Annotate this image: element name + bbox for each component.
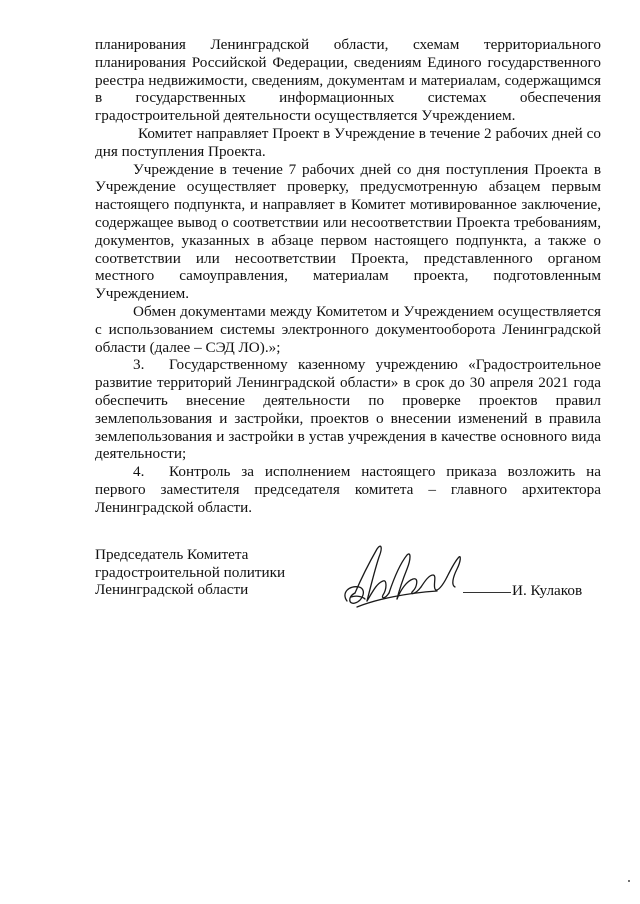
- item-3: [95, 356, 601, 463]
- paragraph-komitet: Комитет направляет Проект в Учреждение в течение 2 рабочих дней со дня поступления Проекта.: [95, 124, 601, 160]
- document-body: [95, 36, 601, 517]
- signatory-title: [95, 546, 325, 599]
- item-4-number: 4.: [133, 463, 145, 481]
- paragraph-continuation: планирования Ленинградской области, схемам территориального планирования Российской Федерации, сведениям Единого государственного реестра недвижимости, сведениям, документам и материалам, содержащимся в государственных информационных системах обеспечения градостроительной деятельности осуществляется Учреждением.: [95, 36, 601, 125]
- item-4-text: Контроль за исполнением настоящего приказа возложить на первого заместителя председателя комитета – главного архитектора Ленинградской области.: [95, 463, 601, 516]
- signatory-title-line-3: Ленинградской области: [95, 581, 249, 599]
- handwritten-signature-icon: [337, 535, 472, 615]
- item-3-number: 3.: [133, 356, 145, 374]
- paragraph-uchrezhdenie: Учреждение в течение 7 рабочих дней со дня поступления Проекта в Учреждение осуществляет проверку, предусмотренную абзацем первым настоящего подпункта, и направляет в Комитет мотивированное заключение, содержащее вывод о соответствии или несоответствии Проекта требованиям, документов, указанных в абзаце первом настоящего подпункта, а также о соответствии или несоответствии Проекта, представленного органом местного самоуправления, материалам проекта, подготовленным Учреждением.: [95, 160, 601, 303]
- signatory-title-line-1: Председатель Комитета: [95, 546, 249, 563]
- scan-speck: [628, 880, 630, 882]
- item-4: [95, 463, 601, 516]
- signatory-title-line-2: градостроительной политики: [95, 563, 286, 581]
- paragraph-obmen: Обмен документами между Комитетом и Учреждением осуществляется с использованием системы электронного документооборота Ленинградской области (далее – СЭД ЛО).»;: [95, 302, 601, 356]
- item-3-text: Государственному казенному учреждению «Градостроительное развитие территорий Ленинградской области» в срок до 30 апреля 2021 года обеспечить внесение деятельности по проверке проектов правил землепользования и застройки, проектов о внесении изменений в правила землепользования и застройки в устав учреждения в качестве основного вида деятельности;: [95, 356, 601, 463]
- signatory-name: И. Кулаков: [512, 582, 583, 599]
